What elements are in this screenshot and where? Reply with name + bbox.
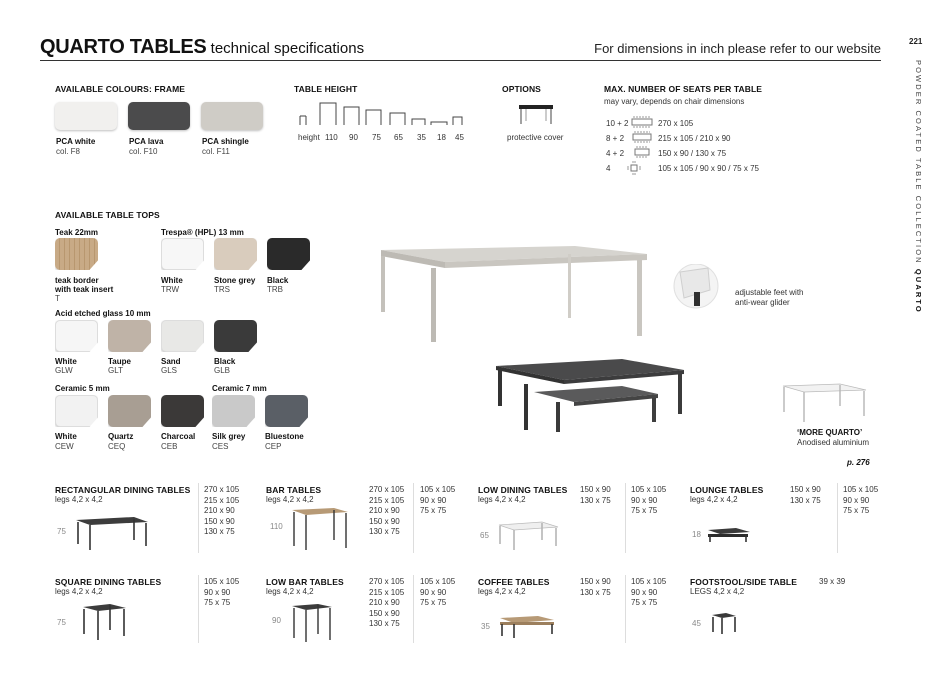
low-bar-table-image [290, 602, 336, 644]
product-legs: legs 4,2 x 4,2 [266, 587, 314, 596]
top-name: Sand [161, 357, 181, 366]
product-dim: 90 x 90 [420, 495, 447, 505]
product-dim: 90 x 90 [631, 495, 658, 505]
top-code: CEP [265, 442, 282, 451]
seats-note: may vary, depends on chair dimensions [604, 97, 745, 106]
more-quarto-subtitle: Anodised aluminium [797, 438, 870, 447]
product-dims-col1 [580, 577, 611, 598]
product-dim: 130 x 75 [369, 619, 400, 628]
product-dim: 215 x 105 [369, 587, 405, 597]
swatch-ceramic-quartz [108, 395, 151, 427]
feet-note-line2: anti-wear glider [735, 298, 790, 307]
column-divider [625, 575, 626, 643]
top-name: Quartz [108, 432, 134, 441]
product-height: 45 [692, 619, 701, 628]
seating-icon-10 [631, 116, 653, 128]
column-divider [413, 483, 414, 553]
product-height: 110 [270, 522, 283, 531]
product-height: 75 [57, 527, 66, 536]
frame-colour-code: col. F8 [56, 147, 81, 156]
top-code: CEW [55, 442, 74, 451]
trespa-heading: Trespa® (HPL) 13 mm [161, 228, 244, 237]
table-tops-heading: AVAILABLE TABLE TOPS [55, 210, 160, 220]
seats-dims: 150 x 90 / 130 x 75 [658, 149, 727, 158]
product-dim: 150 x 90 [369, 516, 400, 526]
product-dim: 75 x 75 [631, 506, 658, 515]
product-title: RECTANGULAR DINING TABLES [55, 485, 191, 495]
seats-count: 4 [606, 164, 611, 173]
product-dim: 75 x 75 [420, 598, 447, 607]
side-label [903, 60, 923, 314]
swatch-ceramic-bluestone [265, 395, 308, 427]
swatch-glass-white [55, 320, 98, 352]
product-height: 35 [481, 622, 490, 631]
product-title: COFFEE TABLES [478, 577, 550, 587]
teak-heading: Teak 22mm [55, 228, 98, 237]
frame-colour-name: PCA shingle [202, 137, 249, 146]
product-legs: legs 4,2 x 4,2 [478, 587, 526, 596]
product-dim: 75 x 75 [843, 506, 870, 515]
product-dim: 150 x 90 [580, 485, 611, 494]
height-icon-75 [366, 110, 381, 125]
height-value: 18 [437, 133, 446, 142]
product-title: LOW DINING TABLES [478, 485, 568, 495]
product-dim: 130 x 75 [369, 527, 400, 536]
adjustable-feet-detail-image [664, 264, 726, 314]
coffee-table-image [498, 614, 558, 640]
product-dim: 105 x 105 [631, 577, 667, 586]
product-dims-col2 [631, 485, 666, 517]
product-dim: 90 x 90 [631, 587, 658, 597]
product-dims-col1 [580, 485, 611, 506]
frame-colour-name: PCA lava [129, 137, 164, 146]
product-title: SQUARE DINING TABLES [55, 577, 162, 587]
product-dim: 75 x 75 [420, 506, 447, 515]
height-value: 75 [372, 133, 381, 142]
seats-heading: MAX. NUMBER OF SEATS PER TABLE [604, 84, 763, 94]
product-dim: 90 x 90 [843, 495, 870, 505]
height-icon-65 [390, 113, 405, 125]
top-code: CES [212, 442, 229, 451]
product-dim: 210 x 90 [369, 506, 400, 515]
top-code: GLS [161, 366, 178, 375]
column-divider [625, 483, 626, 553]
top-code: CEB [161, 442, 178, 451]
product-dim: 105 x 105 [204, 577, 240, 586]
glass-heading: Acid etched glass 10 mm [55, 309, 151, 318]
swatch-glass-sand [161, 320, 204, 352]
product-dims-col2 [420, 485, 455, 517]
product-title: BAR TABLES [266, 485, 322, 495]
height-value: 90 [349, 133, 358, 142]
product-dims-col2 [843, 485, 878, 517]
swatch-pca-shingle [201, 102, 263, 130]
product-legs: legs 4,2 x 4,2 [55, 587, 103, 596]
height-icon-90 [344, 107, 359, 125]
ceramic5-heading: Ceramic 5 mm [55, 384, 110, 393]
height-value: 35 [417, 133, 426, 142]
product-dims-col1 [790, 485, 821, 506]
product-dim: 130 x 75 [790, 495, 821, 505]
swatch-ceramic-silk-grey [212, 395, 255, 427]
hero-nesting-tables-image [492, 356, 688, 434]
product-legs: legs 4,2 x 4,2 [266, 495, 314, 504]
seats-dims: 105 x 105 / 90 x 90 / 75 x 75 [658, 164, 759, 173]
product-dim: 105 x 105 [843, 485, 879, 494]
product-dim: 150 x 90 [204, 516, 235, 526]
product-dim: 90 x 90 [204, 587, 231, 597]
top-name: Taupe [108, 357, 131, 366]
seats-count: 8 + 2 [606, 134, 625, 143]
product-legs: LEGS 4,2 x 4,2 [690, 587, 745, 596]
top-name: Stone grey [214, 276, 256, 285]
product-height: 65 [480, 531, 489, 540]
product-height: 90 [272, 616, 281, 625]
product-height: 18 [692, 530, 701, 539]
top-code: TRW [161, 285, 180, 294]
top-name: White [161, 276, 183, 285]
top-name: Silk grey [212, 432, 246, 441]
product-dim: 270 x 105 [369, 485, 405, 494]
page-title [40, 36, 364, 59]
product-dim: 105 x 105 [631, 485, 667, 494]
more-quarto-table-image [780, 382, 870, 424]
protective-cover-icon [518, 104, 554, 126]
top-code: GLW [55, 366, 73, 375]
product-dim: 105 x 105 [420, 577, 456, 586]
height-icon-bar-stool [300, 116, 306, 125]
swatch-trespa-stone-grey [214, 238, 257, 270]
swatch-pca-lava [128, 102, 190, 130]
height-label: height [298, 133, 320, 142]
side-label-light: POWDER COATED TABLE COLLECTION [914, 60, 923, 269]
product-legs: legs 4,2 x 4,2 [55, 495, 103, 504]
top-name: White [55, 357, 77, 366]
product-title: FOOTSTOOL/SIDE TABLE [690, 577, 797, 587]
footstool-side-table-image [710, 612, 738, 636]
header-note: For dimensions in inch please refer to our website [594, 41, 881, 56]
top-code: CEQ [108, 442, 126, 451]
height-value: 65 [394, 133, 403, 142]
table-height-heading: TABLE HEIGHT [294, 84, 358, 94]
product-legs: legs 4,2 x 4,2 [478, 495, 526, 504]
column-divider [198, 483, 199, 553]
more-quarto-page-link[interactable]: p. 276 [847, 458, 870, 467]
height-icon-110 [320, 103, 336, 125]
options-heading: OPTIONS [502, 84, 541, 94]
seating-icon-4 [631, 146, 653, 158]
top-code: TRB [267, 285, 283, 294]
product-legs: legs 4,2 x 4,2 [690, 495, 738, 504]
product-dims-col1 [369, 485, 404, 538]
product-dim: 210 x 90 [369, 598, 400, 607]
product-dim: 75 x 75 [204, 598, 231, 607]
product-title: LOUNGE TABLES [690, 485, 764, 495]
product-dim: 130 x 75 [580, 495, 611, 505]
hero-dining-table-image [375, 240, 655, 345]
swatch-trespa-white [161, 238, 204, 270]
product-dim: 150 x 90 [580, 577, 611, 586]
lounge-table-image [706, 526, 752, 546]
top-name: Bluestone [265, 432, 304, 441]
product-dim: 105 x 105 [420, 485, 456, 494]
teak-name-2: with teak insert [55, 285, 114, 294]
height-icon-35 [412, 119, 425, 125]
product-dim: 130 x 75 [580, 587, 611, 597]
product-dim: 270 x 105 [369, 577, 405, 586]
top-code: GLT [108, 366, 123, 375]
product-dims-col1 [204, 577, 239, 609]
product-title: LOW BAR TABLES [266, 577, 344, 587]
low-dining-table-image [496, 520, 562, 554]
side-label-bold: QUARTO [914, 268, 923, 314]
product-height: 75 [57, 618, 66, 627]
product-dim: 39 x 39 [819, 577, 846, 586]
seating-icon-8 [631, 131, 653, 143]
swatch-trespa-black [267, 238, 310, 270]
top-name: Charcoal [161, 432, 196, 441]
top-code: TRS [214, 285, 230, 294]
product-dim: 75 x 75 [631, 598, 658, 607]
column-divider [198, 575, 199, 643]
column-divider [413, 575, 414, 643]
swatch-glass-black [214, 320, 257, 352]
swatch-pca-white [55, 102, 117, 130]
seats-count: 4 + 2 [606, 149, 625, 158]
top-name: Black [214, 357, 236, 366]
seats-dims: 270 x 105 [658, 119, 694, 128]
frame-colour-name: PCA white [56, 137, 96, 146]
feet-note-line1: adjustable feet with [735, 288, 804, 297]
product-dim: 215 x 105 [369, 495, 405, 505]
product-dim: 150 x 90 [369, 608, 400, 618]
swatch-ceramic-charcoal [161, 395, 204, 427]
product-dim: 215 x 105 [204, 495, 240, 505]
table-height-icons [296, 100, 470, 126]
header-divider [40, 60, 881, 61]
bar-table-image [290, 506, 352, 552]
top-name: White [55, 432, 77, 441]
top-code: GLB [214, 366, 231, 375]
square-dining-table-image [80, 602, 130, 642]
seats-dims: 215 x 105 / 210 x 90 [658, 134, 731, 143]
title-bold: QUARTO TABLES [40, 36, 207, 58]
product-dim: 90 x 90 [420, 587, 447, 597]
product-dim: 270 x 105 [204, 485, 240, 494]
height-icon-45 [453, 117, 462, 125]
top-name: Black [267, 276, 289, 285]
rectangular-dining-table-image [72, 514, 152, 554]
product-dims-col1 [204, 485, 239, 538]
teak-code: T [55, 294, 60, 303]
frame-colours-heading: AVAILABLE COLOURS: FRAME [55, 84, 186, 94]
teak-name: teak border [55, 276, 99, 285]
product-dims-col2 [420, 577, 455, 609]
swatch-glass-taupe [108, 320, 151, 352]
ceramic7-heading: Ceramic 7 mm [212, 384, 267, 393]
option-item: protective cover [507, 133, 564, 142]
swatch-teak [55, 238, 98, 270]
height-value: 45 [455, 133, 464, 142]
product-dim: 150 x 90 [790, 485, 821, 494]
title-subtitle: technical specifications [206, 40, 365, 57]
page-number: 221 [909, 37, 923, 46]
product-dims-col1 [369, 577, 404, 630]
product-dims-col1 [819, 577, 845, 588]
height-icon-18 [431, 122, 447, 125]
frame-colour-code: col. F10 [129, 147, 158, 156]
product-dim: 130 x 75 [204, 527, 235, 536]
column-divider [837, 483, 838, 553]
more-quarto-title: ‘MORE QUARTO’ [797, 428, 863, 437]
seats-count: 10 + 2 [606, 119, 629, 128]
swatch-ceramic-white [55, 395, 98, 427]
seating-icon-square [627, 161, 641, 175]
product-dims-col2 [631, 577, 666, 609]
frame-colour-code: col. F11 [202, 147, 230, 156]
product-dim: 210 x 90 [204, 506, 235, 515]
height-value: 110 [325, 133, 338, 142]
